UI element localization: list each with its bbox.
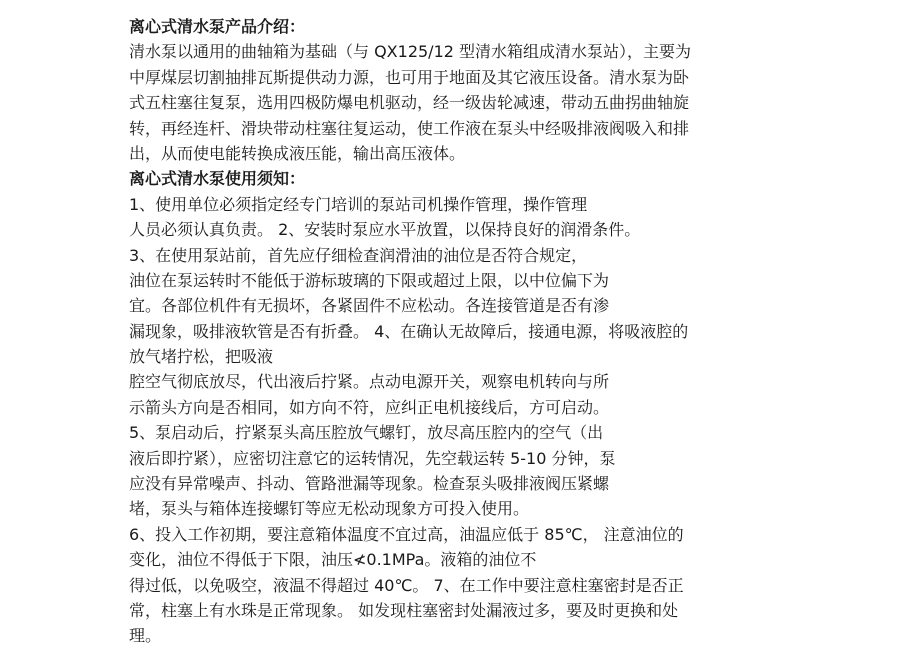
usage-paragraph (129, 192, 799, 649)
intro-line: 式五柱塞往复泵，选用四极防爆电机驱动，经一级齿轮减速，带动五曲拐曲轴旋 (129, 93, 690, 113)
usage-line: 示箭头方向是否相同，如方向不符，应纠正电机接线后，方可启动。 (129, 397, 610, 417)
intro-line: 转，再经连杆、滑块带动柱塞往复运动，使工作液在泵头中经吸排液阀吸入和排 (129, 118, 690, 138)
usage-line: 得过低，以免吸空，液温不得超过 40℃。 7、在工作中要注意柱塞密封是否正 (129, 575, 684, 595)
intro-line: 清水泵以通用的曲轴箱为基础（与 QX125/12 型清水箱组成清水泵站），主要为 (129, 42, 692, 62)
usage-line: 堵，泵头与箱体连接螺钉等应无松动现象方可投入使用。 (129, 499, 530, 519)
usage-line: 腔空气彻底放尽，代出液后拧紧。点动电源开关，观察电机转向与所 (129, 372, 610, 392)
usage-line: 人员必须认真负责。 2、安装时泵应水平放置，以保持良好的润滑条件。 (129, 220, 641, 240)
intro-line: 出，从而使电能转换成液压能，输出高压液体。 (129, 143, 466, 163)
usage-line: 理。 (129, 626, 162, 646)
usage-line: 漏现象，吸排液软管是否有折叠。 4、在确认无故障后，接通电源，将吸液腔的 (129, 321, 689, 341)
intro-line: 中厚煤层切割抽排瓦斯提供动力源，也可用于地面及其它液压设备。清水泵为卧 (129, 67, 690, 87)
usage-line: 液后即拧紧），应密切注意它的运转情况，先空载运转 5-10 分钟，泵 (129, 448, 616, 468)
usage-line: 油位在泵运转时不能低于游标玻璃的下限或超过上限，以中位偏下为 (129, 270, 610, 290)
intro-paragraph (129, 39, 799, 166)
usage-line: 应没有异常噪声、抖动、管路泄漏等现象。检查泵头吸排液阀压紧螺 (129, 474, 610, 494)
usage-line: 放气堵拧松，把吸液 (129, 347, 274, 367)
usage-line: 1、使用单位必须指定经专门培训的泵站司机操作管理，操作管理 (129, 194, 588, 214)
usage-line: 5、泵启动后，拧紧泵头高压腔放气螺钉，放尽高压腔内的空气（出 (129, 423, 604, 443)
usage-heading: 离心式清水泵使用须知： (129, 169, 306, 189)
usage-line: 3、在使用泵站前，首先应仔细检查润滑油的油位是否符合规定， (129, 245, 588, 265)
intro-heading: 离心式清水泵产品介绍： (129, 17, 306, 36)
document-body (129, 14, 799, 649)
usage-line: 宜。各部位机件有无损坏，各紧固件不应松动。各连接管道是否有渗 (129, 296, 610, 316)
usage-line: 变化，油位不得低于下限，油压≮0.1MPa。液箱的油位不 (129, 550, 537, 570)
usage-line: 常，柱塞上有水珠是正常现象。 如发现柱塞密封处漏液过多，要及时更换和处 (129, 600, 679, 620)
usage-line: 6、投入工作初期，要注意箱体温度不宜过高，油温应低于 85℃， 注意油位的 (129, 524, 684, 544)
